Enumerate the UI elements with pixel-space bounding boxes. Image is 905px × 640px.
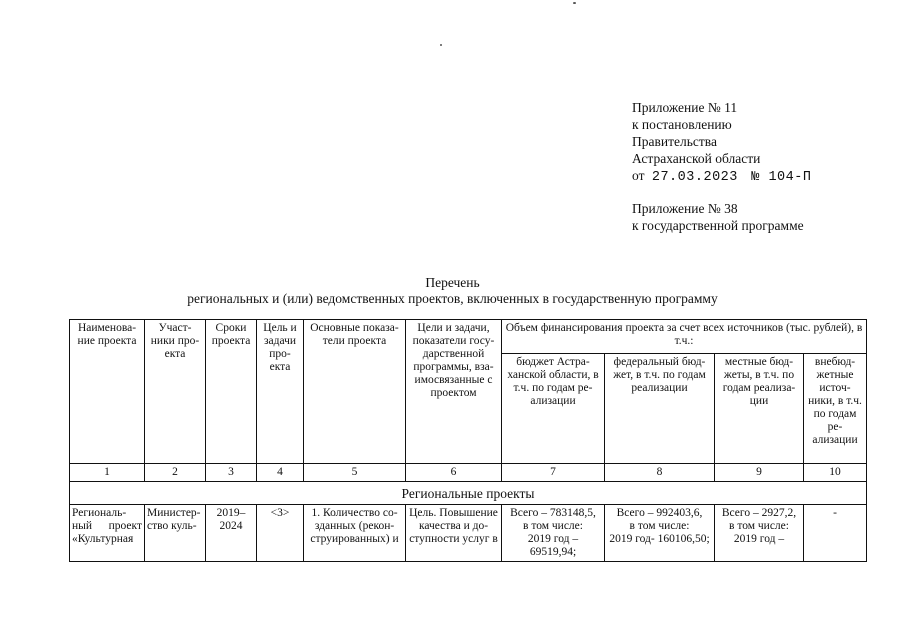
- section-regional-projects: Региональные проекты: [70, 482, 867, 505]
- column-number: 5: [304, 464, 406, 482]
- column-number: 9: [715, 464, 804, 482]
- resolution-date: 27.03.2023: [651, 170, 738, 185]
- cell-project-name: Региональ-ный проект «Культурная: [70, 505, 145, 562]
- local-including: в том числе:: [729, 520, 789, 532]
- appendix-38-block: [632, 200, 804, 234]
- header-indicators: Основные показа-тели проекта: [304, 320, 406, 464]
- header-program-goals: Цели и задачи, показатели госу-дарственной программы, вза-имосвязанные с проектом: [406, 320, 502, 464]
- regional-total: Всего – 783148,5,: [510, 507, 596, 519]
- column-number: 8: [605, 464, 715, 482]
- header-terms: Сроки проекта: [206, 320, 257, 464]
- cell-regional-budget: [502, 505, 605, 562]
- column-number: 1: [70, 464, 145, 482]
- appendix-11-government: Правительства: [632, 134, 717, 149]
- scan-speck: [573, 2, 576, 4]
- appendix-11-date-line: [632, 167, 811, 186]
- date-prefix: от: [632, 168, 645, 183]
- column-numbers-row: [70, 464, 867, 482]
- header-funding: Объем финансирования проекта за счет всех источников (тыс. рублей), в т.ч.:: [502, 320, 867, 354]
- table-row: [70, 505, 867, 562]
- header-regional-budget: бюджет Астра-ханской области, в т.ч. по годам ре-ализации: [502, 354, 605, 464]
- local-2019: 2019 год –: [733, 533, 785, 545]
- federal-total: Всего – 992403,6,: [616, 507, 703, 519]
- header-extrabudgetary: внебюд-жетные источ-ники, в т.ч. по годам ре-ализации: [804, 354, 867, 464]
- header-participants: Участ-ники про-екта: [145, 320, 206, 464]
- title-line-1: Перечень: [425, 275, 480, 290]
- column-number: 7: [502, 464, 605, 482]
- cell-terms: 2019–2024: [206, 505, 257, 562]
- scan-speck: [440, 44, 442, 46]
- appendix-11-title: Приложение № 11: [632, 100, 738, 115]
- federal-2019: 2019 год- 160106,50;: [609, 533, 710, 545]
- appendix-11-block: [632, 99, 811, 186]
- column-number: 2: [145, 464, 206, 482]
- cell-extrabudgetary: -: [804, 505, 867, 562]
- header-goals: Цель и задачи про-екта: [257, 320, 304, 464]
- header-federal-budget: федеральный бюд-жет, в т.ч. по годам реализации: [605, 354, 715, 464]
- resolution-number: № 104-П: [751, 170, 812, 185]
- appendix-11-region: Астраханской области: [632, 151, 761, 166]
- cell-participants: Министер-ство куль-: [145, 505, 206, 562]
- column-number: 6: [406, 464, 502, 482]
- cell-local-budgets: [715, 505, 804, 562]
- appendix-38-title: Приложение № 38: [632, 201, 738, 216]
- cell-goals: <3>: [257, 505, 304, 562]
- title-line-2: региональных и (или) ведомственных проектов, включенных в государственную программу: [187, 291, 718, 306]
- appendix-38-program: к государственной программе: [632, 218, 804, 233]
- document-title: [0, 275, 905, 307]
- federal-including: в том числе:: [629, 520, 690, 532]
- projects-table: [69, 319, 867, 562]
- header-row-1: [70, 320, 867, 354]
- local-total: Всего – 2927,2,: [721, 507, 797, 519]
- regional-including: в том числе:: [523, 520, 583, 532]
- cell-federal-budget: [605, 505, 715, 562]
- cell-indicators: 1. Количество со-зданных (рекон-струированных) и: [304, 505, 406, 562]
- header-project-name: Наименова-ние проекта: [70, 320, 145, 464]
- regional-2019: 2019 год – 69519,94;: [527, 533, 579, 558]
- column-number: 10: [804, 464, 867, 482]
- column-number: 3: [206, 464, 257, 482]
- section-row: [70, 482, 867, 505]
- header-local-budgets: местные бюд-жеты, в т.ч. по годам реализа-ции: [715, 354, 804, 464]
- appendix-11-resolution: к постановлению: [632, 117, 732, 132]
- column-number: 4: [257, 464, 304, 482]
- cell-program-goals: Цель. Повышение качества и до-ступности услуг в: [406, 505, 502, 562]
